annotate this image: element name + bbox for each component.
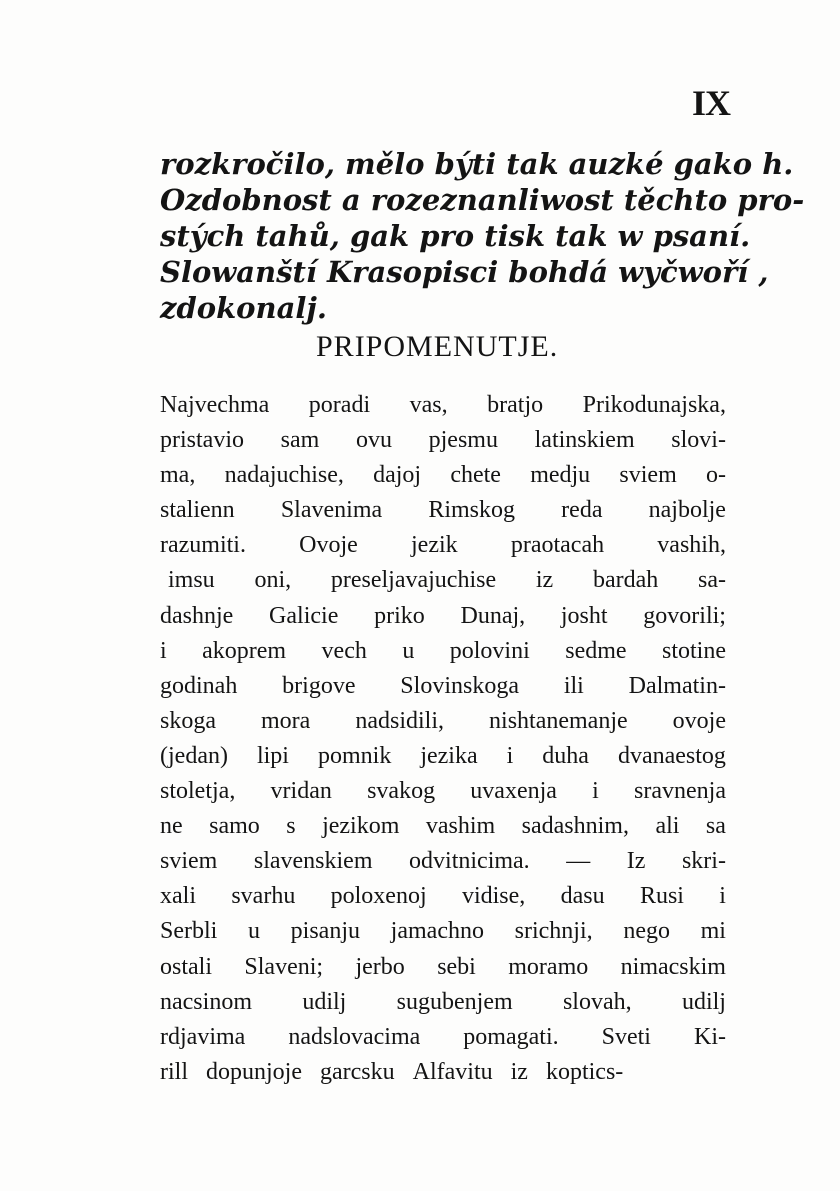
body-word: dajoj [373, 462, 422, 489]
body-word: oni, [254, 567, 292, 594]
body-word: ili [563, 672, 584, 699]
body-word: sravnenja [634, 778, 726, 805]
body-word: svarhu [231, 883, 296, 910]
body-word: josht [560, 602, 608, 629]
body-word: najbolje [648, 497, 726, 524]
body-word: Dalmatin- [628, 672, 726, 699]
body-line [160, 599, 726, 634]
intro-line: stých tahů, gak pro tisk tak w psaní. [160, 219, 751, 253]
body-word: dopunjoje [206, 1058, 302, 1085]
body-line [160, 844, 726, 879]
body-word: Rusi [639, 883, 684, 910]
body-word: sam [280, 427, 320, 454]
body-line [160, 879, 726, 914]
body-word: medju [530, 462, 591, 489]
body-word: sedme [565, 637, 627, 664]
body-word: dvanaestog [617, 742, 726, 769]
body-word: bardah [592, 567, 659, 594]
body-word: slovah, [562, 988, 632, 1015]
body-word: imsu [168, 567, 215, 594]
body-word: mi [700, 918, 726, 945]
body-word: latinskiem [534, 427, 635, 454]
body-word: lipi [256, 742, 289, 769]
body-word: u [248, 918, 260, 945]
body-word: godinah [160, 672, 238, 699]
body-word: poradi [308, 392, 371, 418]
body-word: garcsku [320, 1058, 395, 1085]
body-word: vech [321, 637, 367, 664]
body-word: Serbli [160, 918, 218, 945]
body-paragraph [160, 388, 726, 1090]
body-line [160, 914, 726, 949]
body-word: govorili; [643, 602, 726, 629]
body-word: sviem [160, 848, 218, 875]
body-word: Slovinskoga [400, 672, 519, 699]
body-word: Alfavitu [412, 1058, 493, 1085]
body-word: slavenskiem [253, 848, 373, 875]
body-word: ma, [160, 462, 196, 489]
body-word: Iz [626, 848, 646, 875]
intro-line: zdokonalj. [160, 291, 328, 325]
body-word: vidise, [461, 883, 526, 910]
body-word: nadslovacima [288, 1023, 421, 1050]
body-word: Slaveni; [244, 953, 324, 980]
body-word: vashim [425, 813, 496, 840]
page-number: IX [691, 83, 730, 123]
body-word: chete [450, 462, 501, 489]
body-line [160, 809, 726, 844]
body-word: bratjo [487, 392, 544, 418]
body-word: slovi- [671, 427, 726, 454]
body-word: vridan [270, 778, 332, 805]
body-word: mora [261, 707, 311, 734]
body-word: jezikom [322, 813, 400, 840]
body-word: moramo [508, 953, 589, 980]
body-line [160, 739, 726, 774]
body-word: razumiti. [160, 532, 246, 559]
body-word: sadashnim, [521, 813, 629, 840]
body-word: reda [561, 497, 603, 524]
body-word: srichnji, [514, 918, 593, 945]
body-word: stoletja, [160, 778, 236, 805]
body-word: sviem [619, 462, 677, 489]
body-word: samo [209, 813, 260, 840]
body-word: rill [160, 1058, 188, 1085]
body-word: nishtanemanje [489, 707, 628, 734]
body-word: — [566, 848, 591, 875]
body-word: xali [160, 883, 196, 910]
section-heading: PRIPOMENUTJE. [316, 330, 559, 363]
body-word: nimacskim [620, 953, 726, 980]
body-word: sugubenjem [396, 988, 513, 1015]
body-word: uvaxenja [470, 778, 557, 805]
body-word: dashnje [160, 602, 234, 629]
body-word: ostali [160, 953, 212, 980]
body-word: jezika [420, 742, 478, 769]
body-word: (jedan) [160, 742, 228, 769]
body-line [160, 423, 726, 458]
body-word: priko [374, 602, 425, 629]
body-word: pisanju [290, 918, 360, 945]
body-line [160, 704, 726, 739]
body-word: akoprem [202, 637, 287, 664]
intro-paragraph [160, 146, 805, 326]
body-word: Sveti [601, 1023, 651, 1050]
body-word: iz [510, 1058, 528, 1085]
body-word: Galicie [269, 602, 339, 629]
body-word: duha [542, 742, 589, 769]
body-word: preseljavajuchise [330, 567, 497, 594]
body-word: odvitnicima. [409, 848, 530, 875]
body-word: ovoje [672, 707, 726, 734]
body-word: poloxenoj [330, 883, 427, 910]
body-word: Rimskog [428, 497, 515, 524]
body-word: brigove [282, 672, 356, 699]
body-word: skri- [681, 848, 726, 875]
body-word: iz [535, 567, 554, 594]
body-word: stalienn [160, 497, 235, 524]
body-word: polovini [449, 637, 530, 664]
intro-line: rozkročilo, mělo býti tak auzké gako h. [160, 147, 794, 181]
body-line [160, 493, 726, 528]
body-word: nadajuchise, [224, 462, 344, 489]
body-word: vas, [409, 392, 448, 418]
body-word: udilj [681, 988, 726, 1015]
body-word: ne [160, 813, 183, 840]
body-word: udilj [302, 988, 347, 1015]
body-word: skoga [160, 707, 216, 734]
body-word: i [592, 778, 599, 805]
body-word: pristavio [160, 427, 244, 454]
body-word: i [719, 883, 726, 910]
body-word: Najvechma [160, 392, 270, 418]
body-word: pomnik [317, 742, 392, 769]
body-line [160, 1055, 726, 1090]
body-word: Ovoje [299, 532, 358, 559]
body-line [160, 985, 726, 1020]
body-word: rdjavima [160, 1023, 246, 1050]
body-word: sa [705, 813, 726, 840]
body-word: jezik [411, 532, 458, 559]
body-word: dasu [560, 883, 605, 910]
body-line [160, 634, 726, 669]
body-word: i [506, 742, 514, 769]
body-word: Ki- [693, 1023, 726, 1050]
body-line [160, 1020, 726, 1055]
body-word: pomagati. [463, 1023, 559, 1050]
body-line [160, 950, 726, 985]
body-word: sa- [698, 567, 726, 594]
body-word: i [160, 637, 167, 664]
body-line [160, 458, 726, 493]
body-word: u [402, 637, 415, 664]
body-word: jerbo [355, 953, 405, 980]
intro-line: Slowanští Krasopisci bohdá wyčwoří , [160, 255, 769, 289]
body-line [160, 388, 726, 423]
body-word: nego [623, 918, 670, 945]
body-word: s [286, 813, 296, 840]
body-word: Slavenima [280, 497, 383, 524]
body-word: Prikodunajska, [582, 392, 726, 418]
body-line [160, 669, 726, 704]
body-word: nadsidili, [355, 707, 445, 734]
body-word: nacsinom [160, 988, 252, 1015]
body-word: stotine [662, 637, 726, 664]
body-word: pjesmu [428, 427, 498, 454]
body-line [160, 528, 726, 563]
body-word: sebi [437, 953, 476, 980]
body-word: ovu [355, 427, 392, 454]
body-word: svakog [367, 778, 436, 805]
body-word: Dunaj, [460, 602, 526, 629]
body-word: praotacah [510, 532, 605, 559]
body-line [160, 774, 726, 809]
body-word: ali [655, 813, 680, 840]
body-word: o- [705, 462, 726, 489]
intro-line: Ozdobnost a rozeznanliwost těchto pro- [160, 183, 805, 217]
body-line [160, 563, 726, 598]
body-word: vashih, [657, 532, 726, 559]
body-word: koptics- [545, 1058, 624, 1085]
body-word: jamachno [390, 918, 484, 945]
